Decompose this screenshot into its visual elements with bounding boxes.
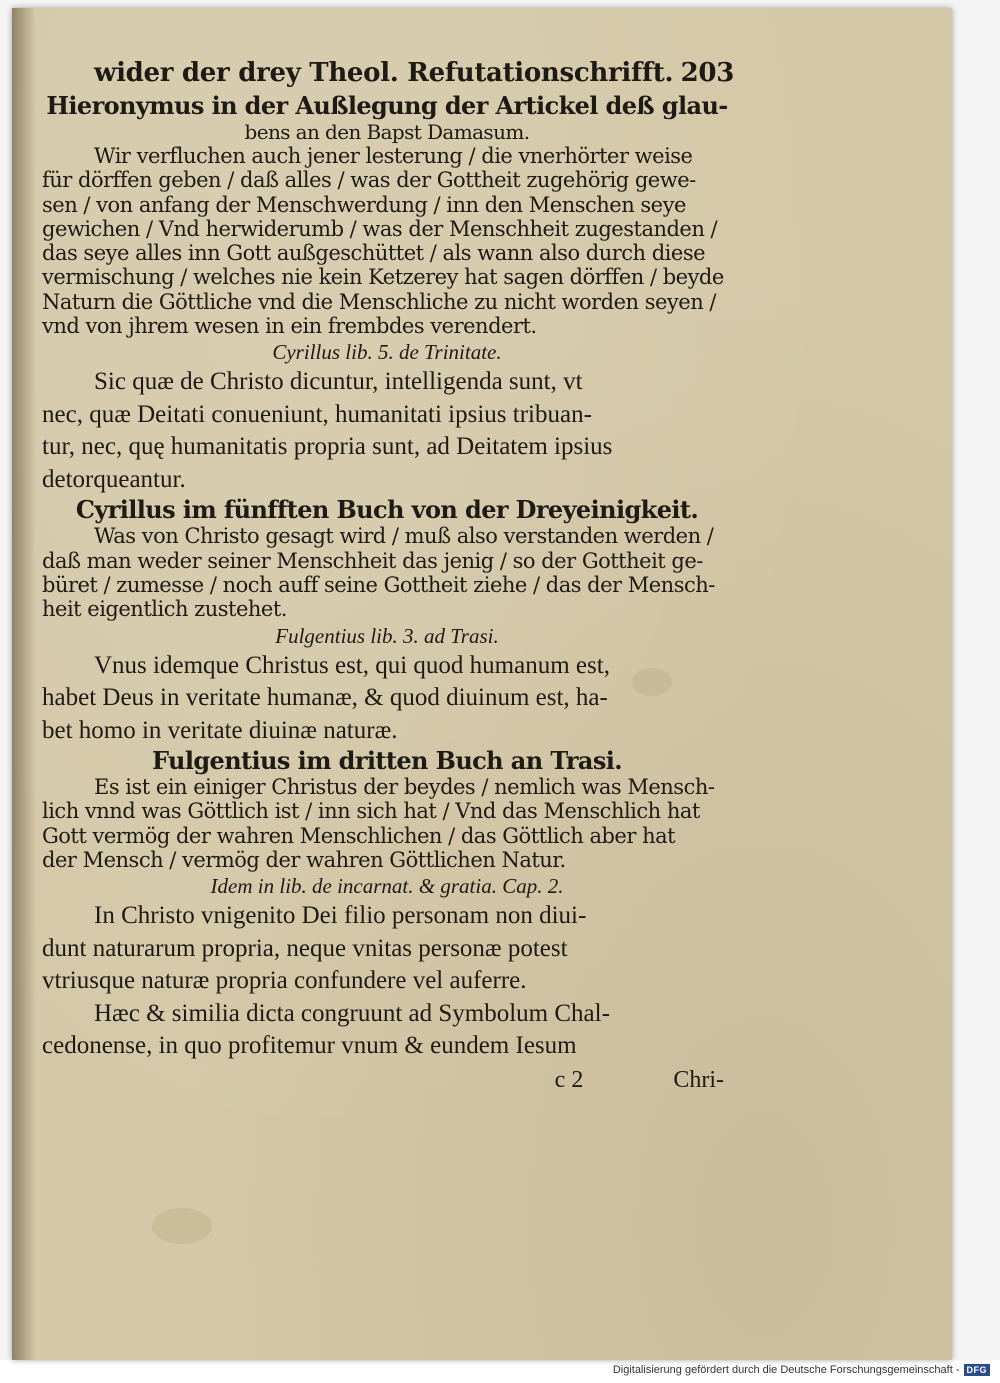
text-line: Vnus idemque Christus est, qui quod humanum est,: [94, 651, 610, 679]
text-line: bet homo in veritate diuinæ naturæ.: [42, 716, 398, 744]
text-line: für dörffen geben / daß alles / was der Gottheit zugehörig gewe-: [42, 168, 696, 193]
text-line: detorqueantur.: [42, 465, 186, 493]
text-line: In Christo vnigenito Dei filio personam non diui-: [94, 902, 587, 930]
page-body: [42, 92, 732, 1063]
text-line: Gott vermög der wahren Menschlichen / das Göttlich aber hat: [42, 823, 676, 848]
running-title: wider der drey Theol. Refutationschrifft.: [94, 58, 674, 88]
heading-line: bens an den Bapst Damasum.: [244, 120, 530, 144]
text-line: Wir verfluchen auch jener lesterung / die vnerhörter weise: [94, 144, 693, 168]
signature-mark: c 2: [554, 1066, 584, 1093]
latin-paragraph: [42, 650, 732, 748]
section-heading: [42, 747, 732, 775]
heading-line: Cyrillus im fünfften Buch von der Dreyeinigkeit.: [75, 495, 699, 525]
text-block: [42, 58, 732, 1094]
dfg-logo: DFG: [964, 1364, 991, 1376]
text-line: vnd von jhrem wesen in ein frembdes verendert.: [42, 314, 537, 339]
source-reference: Fulgentius lib. 3. ad Trasi.: [275, 623, 499, 648]
section-heading: [42, 92, 732, 144]
german-paragraph: [42, 524, 732, 621]
book-page: [12, 8, 952, 1360]
spine-shadow: [12, 8, 36, 1360]
text-line: vtriusque naturæ propria confundere vel auferre.: [42, 967, 527, 995]
heading-line: Hieronymus in der Außlegung der Artickel deß glau-: [46, 91, 728, 120]
latin-paragraph: [42, 900, 732, 998]
text-line: sen / von anfang der Menschwerdung / inn den Menschen seye: [42, 192, 686, 217]
text-line: vermischung / welches nie kein Ketzerey hat sagen dörffen / beyde: [42, 265, 724, 290]
text-line: habet Deus in veritate humanæ, & quod diuinum est, ha-: [42, 684, 608, 712]
text-line: das seye alles inn Gott außgeschüttet / als wann also durch diese: [42, 241, 706, 266]
text-line: der Mensch / vermög der wahren Göttlichen Natur.: [42, 847, 566, 872]
text-line: Naturn die Göttliche vnd die Menschliche zu nicht worden seyen /: [42, 289, 716, 314]
source-reference: Cyrillus lib. 5. de Trinitate.: [272, 340, 502, 365]
running-head: [94, 58, 734, 88]
text-line: Was von Christo gesagt wird / muß also verstanden werden /: [94, 524, 714, 549]
section-heading: [42, 496, 732, 524]
text-line: Es ist ein einiger Christus der beydes / nemlich was Mensch-: [94, 775, 715, 800]
text-line: nec, quæ Deitati conueniunt, humanitati ipsius tribuan-: [42, 400, 592, 428]
german-paragraph: [42, 144, 732, 338]
catchword: Chri-: [673, 1066, 724, 1093]
text-line: dunt naturarum propria, neque vnitas personæ potest: [42, 934, 568, 962]
page-number: 203: [680, 58, 734, 88]
text-line: Hæc & similia dicta congruunt ad Symbolum Chal-: [94, 999, 610, 1027]
text-line: tur, nec, quę humanitatis propria sunt, ad Deitatem ipsius: [42, 433, 613, 461]
text-line: Sic quæ de Christo dicuntur, intelligenda sunt, vt: [94, 368, 583, 396]
catch-line: [42, 1067, 732, 1094]
text-line: heit eigentlich zustehet.: [42, 597, 287, 622]
text-line: lich vnnd was Göttlich ist / inn sich hat / Vnd das Menschlich hat: [42, 799, 700, 824]
text-line: daß man weder seiner Menschheit das jenig / so der Gottheit ge-: [42, 548, 703, 573]
credit-text: Digitalisierung gefördert durch die Deutsche Forschungsgemeinschaft -: [612, 1364, 960, 1376]
latin-paragraph: [42, 366, 732, 496]
german-paragraph: [42, 775, 732, 872]
text-line: gewichen / Vnd herwiderumb / was der Menschheit zugestanden /: [42, 216, 718, 241]
source-reference: Idem in lib. de incarnat. & gratia. Cap. 2.: [210, 874, 564, 899]
digitization-credit: [613, 1364, 990, 1376]
text-line: cedonense, in quo profitemur vnum & eundem Iesum: [42, 1032, 577, 1060]
text-line: büret / zumesse / noch auff seine Gottheit ziehe / das der Mensch-: [42, 572, 715, 597]
heading-line: Fulgentius im dritten Buch an Trasi.: [151, 746, 623, 776]
latin-paragraph: [42, 998, 732, 1063]
paper-stain: [152, 1208, 212, 1244]
